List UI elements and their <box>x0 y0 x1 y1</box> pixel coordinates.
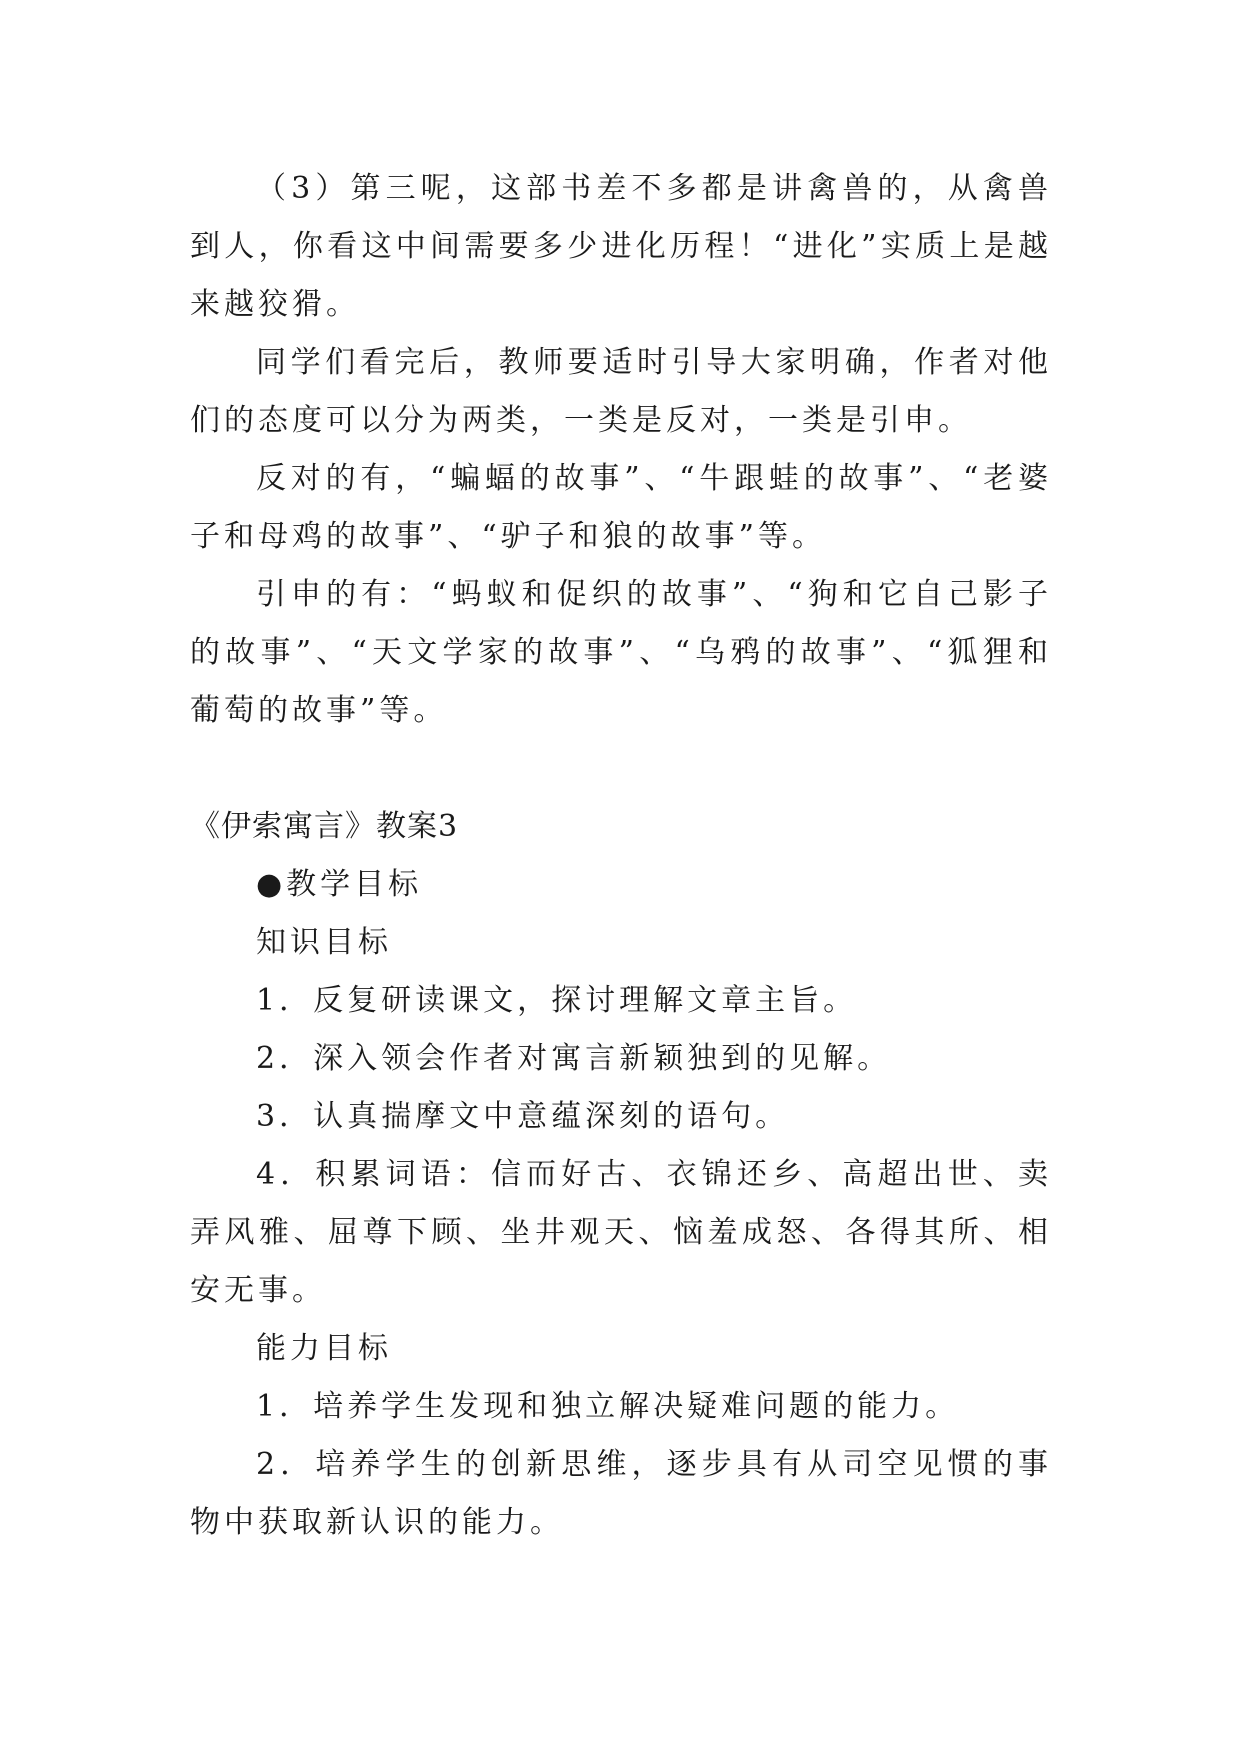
paragraph-evolution: （3）第三呢，这部书差不多都是讲禽兽的，从禽兽到人，你看这中间需要多少进化历程！“进化”实质上是越来越狡猾。 <box>190 171 1052 322</box>
knowledge-item: 1．反复研读课文，探讨理解文章主旨。 <box>256 983 858 1018</box>
knowledge-item: 4．积累词语：信而好古、衣锦还乡、高超出世、卖弄风雅、屈尊下顾、坐井观天、恼羞成怒、各得其所、相安无事。 <box>190 1157 1052 1308</box>
ability-item: 1．培养学生发现和独立解决疑难问题的能力。 <box>256 1389 960 1424</box>
section-spacer <box>190 740 1052 798</box>
teaching-goals-heading: ●教学目标 <box>256 867 423 902</box>
knowledge-item: 3．认真揣摩文中意蕴深刻的语句。 <box>256 1099 790 1134</box>
ability-item: 2．培养学生的创新思维，逐步具有从司空见惯的事物中获取新认识的能力。 <box>190 1447 1052 1540</box>
ability-goals-heading: 能力目标 <box>256 1331 392 1366</box>
paragraph-extended-stories: 引申的有：“蚂蚁和促织的故事”、“狗和它自己影子的故事”、“天文学家的故事”、“乌鸦的故事”、“狐狸和葡萄的故事”等。 <box>190 577 1052 728</box>
paragraph-opposed-stories: 反对的有，“蝙蝠的故事”、“牛跟蛙的故事”、“老婆子和母鸡的故事”、“驴子和狼的故事”等。 <box>190 461 1052 554</box>
lesson-title: 《伊索寓言》教案3 <box>190 809 459 844</box>
paragraph-teacher-guidance: 同学们看完后，教师要适时引导大家明确，作者对他们的态度可以分为两类，一类是反对，一类是引申。 <box>190 345 1052 438</box>
knowledge-goals-heading: 知识目标 <box>256 925 392 960</box>
document-page <box>190 160 1052 1552</box>
knowledge-item: 2．深入领会作者对寓言新颖独到的见解。 <box>256 1041 892 1076</box>
